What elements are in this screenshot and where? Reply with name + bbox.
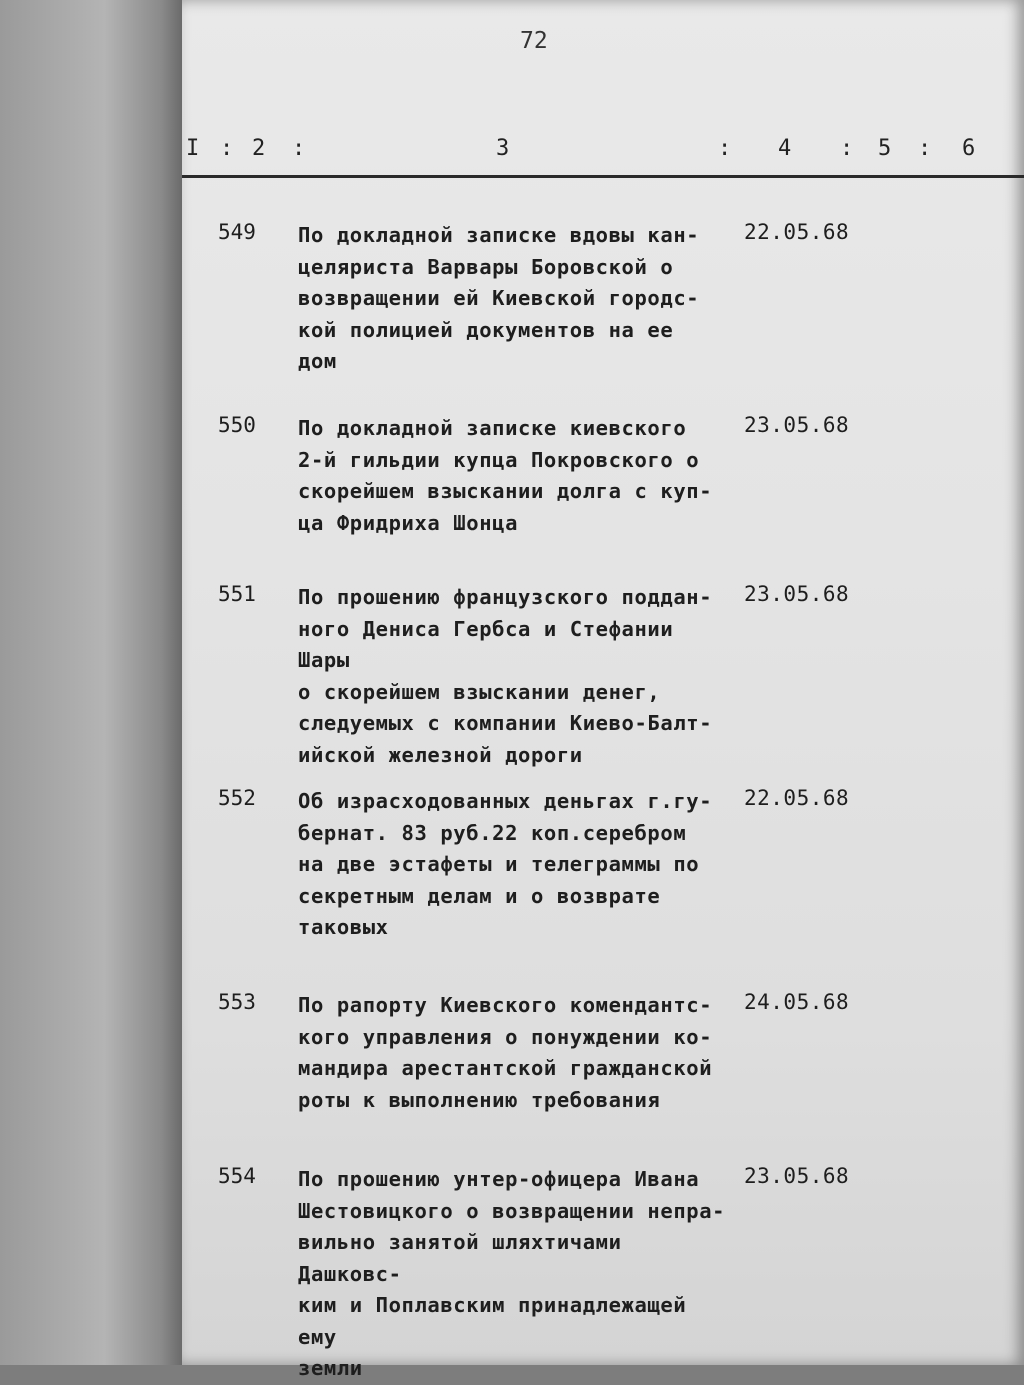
entry-number: 554 <box>218 1164 256 1188</box>
document-page <box>182 0 1024 1380</box>
column-header-row <box>182 130 1024 176</box>
entry-description: По рапорту Киевского комендантс- кого управления о понуждении ко- мандира арестантской гражданской роты к выполнению требования <box>298 993 713 1112</box>
column-separator: : <box>292 136 306 161</box>
entry-date: 23.05.68 <box>744 1164 850 1188</box>
entry-date: 22.05.68 <box>744 220 850 244</box>
entry-date: 23.05.68 <box>744 582 850 606</box>
column-header-4: 4 <box>778 136 792 161</box>
entry-number: 553 <box>218 990 256 1014</box>
facing-page <box>0 0 190 1365</box>
entry-date: 23.05.68 <box>744 413 850 437</box>
entry-description: По докладной записке киевского 2-й гильдии купца Покровского о скорейшем взыскании долга с куп- ца Фридриха Шонца <box>298 416 713 535</box>
entry-number: 549 <box>218 220 256 244</box>
entry-description: По прошению унтер-офицера Ивана Шестовицкого о возвращении непра- вильно занятой шляхтичами Дашковс- ким и Поплавским принадлежащей ему земли <box>298 1167 726 1380</box>
entry-description: По прошению французского поддан- ного Дениса Гербса и Стефании Шары о скорейшем взыскании денег, следуемых с компании Киево-Балт- ийской железной дороги <box>298 585 713 767</box>
header-divider <box>182 175 1024 178</box>
entry-date: 22.05.68 <box>744 786 850 810</box>
entry-number: 550 <box>218 413 256 437</box>
column-separator: : <box>718 136 732 161</box>
entry-date: 24.05.68 <box>744 990 850 1014</box>
page-number: 72 <box>520 28 548 54</box>
column-separator: : <box>918 136 932 161</box>
entry-number: 552 <box>218 786 256 810</box>
column-header-1: I <box>186 136 200 161</box>
column-header-2: 2 <box>252 136 266 161</box>
entry-number: 551 <box>218 582 256 606</box>
column-separator: : <box>840 136 854 161</box>
column-header-6: 6 <box>962 136 976 161</box>
entry-description: Об израсходованных деньгах г.гу- бернат. 83 руб.22 коп.серебром на две эстафеты и телеграммы по секретным делам и о возврате таковых <box>298 789 713 939</box>
column-header-3: 3 <box>496 136 510 161</box>
column-separator: : <box>220 136 234 161</box>
entry-description: По докладной записке вдовы кан- целяриста Варвары Боровской о возвращении ей Киевской городс- кой полицией документов на ее дом <box>298 223 700 373</box>
column-header-5: 5 <box>878 136 892 161</box>
